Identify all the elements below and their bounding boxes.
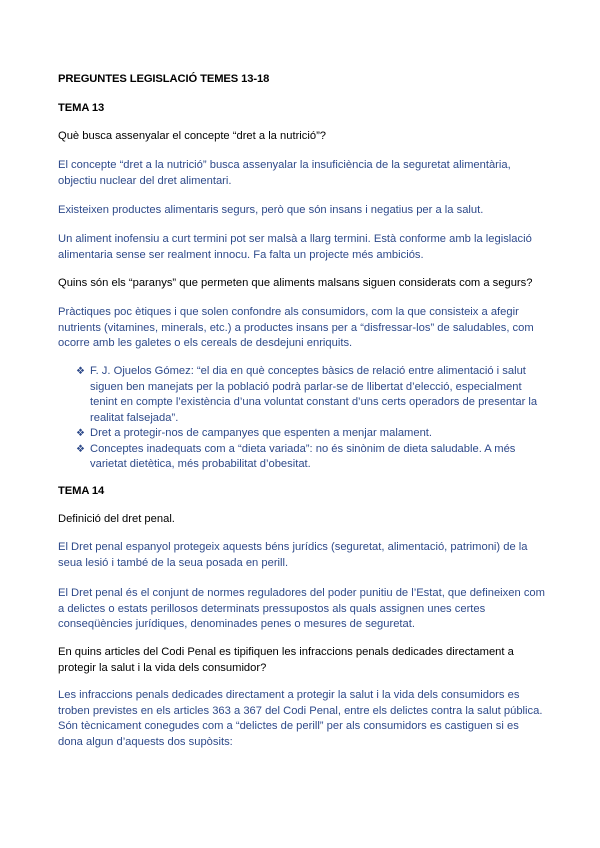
list-item <box>76 364 538 426</box>
section-heading-tema-13: TEMA 13 <box>58 102 105 114</box>
list-item-text: F. J. Ojuelos Gómez: “el dia en què conceptes bàsics de relació entre alimentació i salut siguen ben manejats per la població podrà parlar-se de llibertat d’elecció, especialment tenint en compte l’existència d’una voluntat constant d’uns certs operadors de presentar la realitat falsejada”. <box>90 365 538 424</box>
diamond-bullet-icon: ❖ <box>76 366 85 377</box>
section-heading-tema-14: TEMA 14 <box>58 485 105 497</box>
list-item-text: Conceptes inadequats com a “dieta variada”: no és sinònim de dieta saludable. A més varietat dietètica, més probabilitat d’obesitat. <box>90 442 516 470</box>
bullet-list <box>76 364 538 473</box>
answer-paragraph: El Dret penal espanyol protegeix aquests béns jurídics (seguretat, alimentació, patrimoni) de la seua lesió i també de la seua posada en perill. <box>58 541 528 569</box>
diamond-bullet-icon: ❖ <box>76 443 85 455</box>
question-definicio-dret-penal: Definició del dret penal. <box>58 513 175 525</box>
list-item-text: Dret a protegir-nos de campanyes que espenten a menjar malament. <box>90 427 433 439</box>
answer-paragraph: El concepte “dret a la nutrició” busca assenyalar la insuficiència de la seguretat alimentària, objectiu nuclear del dret alimentari. <box>58 159 511 187</box>
answer-paragraph: El Dret penal és el conjunt de normes reguladores del poder punitiu de l’Estat, que defineixen com a delictes o estats perillosos determinats pressupostos als quals assignen unes certes conseqüències jurídiques, denominades penes o mesures de seguretat. <box>58 587 545 630</box>
question-paranys: Quins són els “paranys” que permeten que aliments malsans siguen considerats com a segurs? <box>58 277 533 289</box>
document-title: PREGUNTES LEGISLACIÓ TEMES 13-18 <box>58 73 270 85</box>
answer-paragraph: Existeixen productes alimentaris segurs, però que són insans i negatius per a la salut. <box>58 204 484 216</box>
question-articles-codi-penal: En quins articles del Codi Penal es tipifiquen les infraccions penals dedicades directament a protegir la salut i la vida dels consumidor? <box>58 646 514 674</box>
question-dret-nutricio: Què busca assenyalar el concepte “dret a la nutrició”? <box>58 130 327 142</box>
list-item <box>76 426 538 442</box>
diamond-bullet-icon: ❖ <box>76 428 85 439</box>
answer-paragraph: Pràctiques poc ètiques i que solen confondre als consumidors, com la que consisteix a afegir nutrients (vitamines, minerals, etc.) a productes insans per a “disfressar-los” de saludables, com ocorre amb les galetes o els cereals de desdejuni enriquits. <box>58 306 534 349</box>
answer-paragraph: Les infraccions penals dedicades directament a protegir la salut i la vida dels consumidors es troben previstes en els articles 363 a 367 del Codi Penal, entre els delictes contra la salut pública. Són tècnicament conegudes com a “delictes de perill” per als consumidors es castiguen si es dona algun d’aquests dos supòsits: <box>58 689 543 748</box>
answer-paragraph: Un aliment inofensiu a curt termini pot ser malsà a llarg termini. Està conforme amb la legislació alimentaria sense ser realment innocu. Fa falta un projecte més ambiciós. <box>58 233 532 261</box>
list-item <box>76 442 538 473</box>
